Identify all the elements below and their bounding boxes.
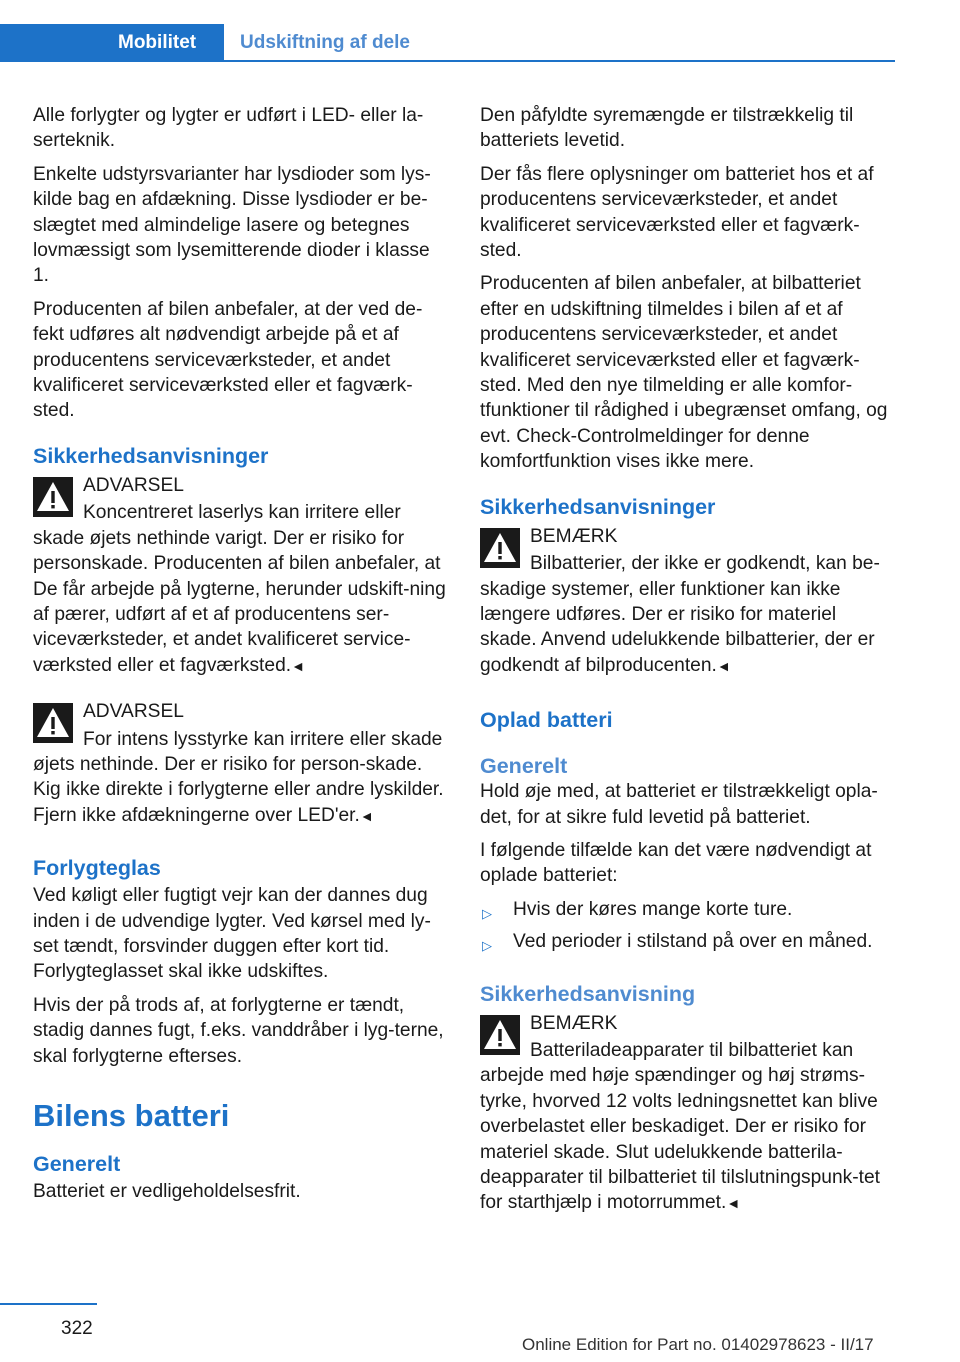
- list-item-text: Ved perioder i stilstand på over en måned.: [513, 931, 873, 953]
- list-item: [480, 897, 894, 922]
- warning-label: ADVARSEL: [83, 701, 184, 723]
- section-heading: Sikkerhedsanvisninger: [480, 494, 716, 519]
- page-number: 322: [61, 1318, 93, 1339]
- chapter-heading: Bilens batteri: [33, 1098, 230, 1133]
- paragraph: Hold øje med, at batteriet er tilstrækkeligt opla-det, for at sikre fuld levetid på batteriet.: [480, 781, 878, 828]
- warning-triangle-icon: [480, 1015, 520, 1055]
- list-item: [480, 929, 894, 954]
- subsection-heading: Generelt: [33, 1152, 121, 1176]
- note-block: [480, 524, 894, 679]
- end-mark: ◄: [726, 1195, 741, 1212]
- end-mark: ◄: [359, 807, 374, 824]
- warning-label: ADVARSEL: [83, 474, 184, 496]
- paragraph: Der fås flere oplysninger om batteriet hos et af producentens serviceværksteder, et andet kvalificeret serviceværksted eller et fagværk-sted.: [480, 163, 874, 262]
- bullet-triangle-icon: ▷: [482, 905, 492, 921]
- paragraph: Alle forlygter og lygter er udført i LED- eller la-serteknik.: [33, 105, 424, 152]
- warning-triangle-icon: [33, 703, 73, 743]
- paragraph: Producenten af bilen anbefaler, at der ved de-fekt udføres alt nødvendigt arbejde på et af producentens serviceværksteder, et andet kvalificeret serviceværksted eller et fagværk-sted.: [33, 298, 423, 422]
- warning-triangle-icon: [480, 528, 520, 568]
- paragraph: Hvis der på trods af, at forlygterne er tændt, stadig dannes fugt, f.eks. vanddråber i lyg-terne, skal forlygterne efterses.: [33, 994, 444, 1067]
- footer-rule: [0, 1303, 97, 1305]
- note-label: BEMÆRK: [530, 1012, 618, 1034]
- edition-note: Online Edition for Part no. 01402978623 - II/17: [522, 1335, 874, 1354]
- section-heading: Sikkerhedsanvisninger: [33, 443, 269, 468]
- subsection-heading: Sikkerhedsanvisning: [480, 981, 696, 1006]
- left-column: [33, 103, 447, 1212]
- note-label: BEMÆRK: [530, 525, 618, 547]
- paragraph: Enkelte udstyrsvarianter har lysdioder som lys-kilde bag en afdækning. Disse lysdioder er be-slægtet med almindelige lasere og betegnes lovmæssigt som lysemitterende dioder i klasse 1.: [33, 163, 431, 287]
- note-text: Batteriladeapparater til bilbatteriet kan arbejde med høje spændinger og høj strøms-tyrke, hvorved 12 volts ledningsnettet kan blive overbelastet eller beskadiget. Der er risiko for materiel skade. Slut udelukkende batterila-deapparater til bilbatteriet til tilslutningspunk-tet for starthjælp i motorrummet.: [480, 1039, 880, 1214]
- bullet-list: [480, 897, 894, 955]
- list-item-text: Hvis der køres mange korte ture.: [513, 898, 793, 920]
- warning-text: For intens lysstyrke kan irritere eller skade øjets nethinde. Der er risiko for person-skade. Kig ikke direkte i forlygterne eller andre lyskilder. Fjern ikke afdækningerne over LED'er.: [33, 728, 444, 826]
- paragraph: I følgende tilfælde kan det være nødvendigt at oplade batteriet:: [480, 839, 872, 887]
- paragraph: Batteriet er vedligeholdelsesfrit.: [33, 1181, 301, 1202]
- note-text: Bilbatterier, der ikke er godkendt, kan be-skadige systemer, eller funktioner kan ikke længere udføres. Der er risiko for materiel skade. Anvend udelukkende bilbatterier, der er godkendt af bilproducenten.: [480, 553, 880, 676]
- bullet-triangle-icon: ▷: [482, 938, 492, 954]
- end-mark: ◄: [716, 657, 731, 674]
- chapter-tab: Mobilitet: [0, 24, 224, 62]
- header-rule: [224, 60, 895, 62]
- end-mark: ◄: [291, 657, 305, 674]
- section-tab: Udskiftning af dele: [240, 32, 410, 53]
- warning-text: Koncentreret laserlys kan irritere eller skade øjets nethinde varigt. Der er risiko for personskade. Producenten af bilen anbefaler, at De får arbejde på lygterne, herunder udskift-ning af pærer, udført af et af producentens ser-viceværksteder, et andet kvalificeret service-værksted eller et fagværksted.: [33, 502, 446, 676]
- warning-block: [33, 699, 447, 829]
- section-heading: Oplad batteri: [480, 708, 613, 733]
- section-heading: Forlygteglas: [33, 856, 161, 881]
- warning-triangle-icon: [33, 477, 73, 517]
- right-column: [480, 103, 894, 1227]
- paragraph: Ved køligt eller fugtigt vejr kan der dannes dug inden i de udvendige lygter. Ved kørsel med ly-set tændt, forsvinder duggen efter kort tid. Forlygteglasset skal ikke udskiftes.: [33, 885, 431, 983]
- subsection-heading: Generelt: [480, 754, 568, 779]
- warning-block: [33, 473, 447, 679]
- paragraph: Den påfyldte syremængde er tilstrækkelig til batteriets levetid.: [480, 105, 854, 152]
- paragraph: Producenten af bilen anbefaler, at bilbatteriet efter en udskiftning tilmeldes i bilen af et af producentens serviceværksteder, et andet kvalificeret serviceværksted eller et fagværk-sted. Med den nye tilmelding er alle komfor-tfunktioner til rådighed i ubegrænset omfang, og evt. Check-Controlmeldinger for denne komfortfunktion vises ikke mere.: [480, 273, 888, 473]
- note-block: [480, 1011, 894, 1217]
